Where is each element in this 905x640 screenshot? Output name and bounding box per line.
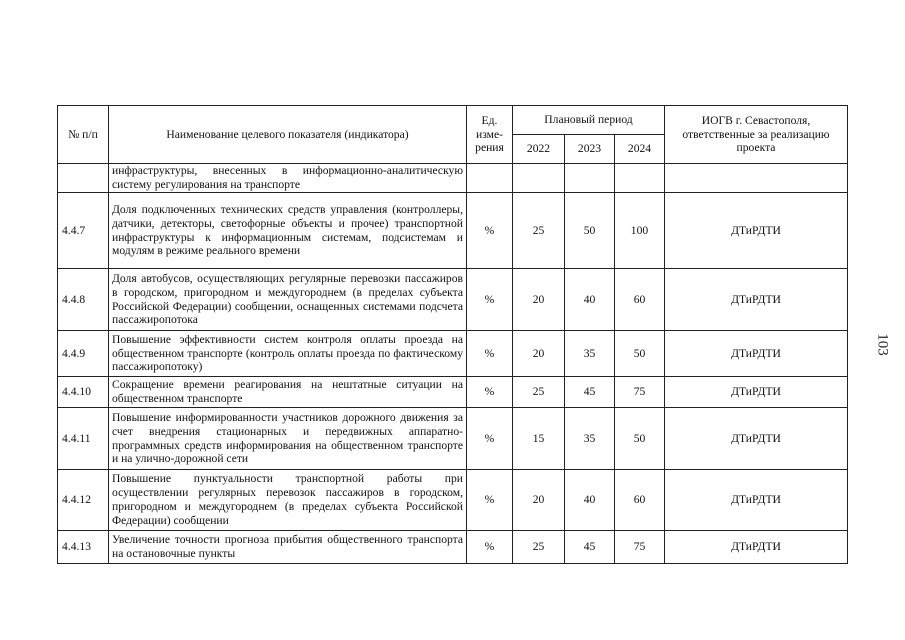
table-row [58, 531, 848, 564]
cell-2022: 20 [513, 470, 565, 531]
cell-unit: % [467, 377, 513, 408]
cell-responsible: ДТиРДТИ [665, 331, 848, 377]
cell-responsible: ДТиРДТИ [665, 408, 848, 470]
cell-2024: 50 [615, 331, 665, 377]
cell-num: 4.4.11 [58, 408, 109, 470]
header-num: № п/п [58, 106, 109, 164]
cell-2024: 100 [615, 193, 665, 269]
cell-2023: 50 [565, 193, 615, 269]
header-unit: Ед. изме-рения [467, 106, 513, 164]
page-number: 103 [874, 333, 891, 356]
header-year-2022: 2022 [513, 135, 565, 164]
table-row [58, 377, 848, 408]
cell-unit: % [467, 269, 513, 331]
header-responsible: ИОГВ г. Севастополя, ответственные за реализацию проекта [665, 106, 848, 164]
cell-name: Доля автобусов, осуществляющих регулярные перевозки пассажиров в городском, пригородном и междугороднем (в пределах субъекта Российской Федерации) сообщении, оснащенных системами подсчета пассажиропотока [109, 269, 467, 331]
cell-num: 4.4.13 [58, 531, 109, 564]
header-year-2024: 2024 [615, 135, 665, 164]
cell-responsible: ДТиРДТИ [665, 470, 848, 531]
cell-num: 4.4.9 [58, 331, 109, 377]
cell-2022: 25 [513, 377, 565, 408]
cell-responsible: ДТиРДТИ [665, 269, 848, 331]
header-period: Плановый период [513, 106, 665, 135]
cell-responsible: ДТиРДТИ [665, 193, 848, 269]
cell-unit: % [467, 470, 513, 531]
table-row [58, 470, 848, 531]
cell-2022: 20 [513, 331, 565, 377]
cell-unit: % [467, 531, 513, 564]
cell-num: 4.4.10 [58, 377, 109, 408]
cell-num [58, 164, 109, 193]
cell-2022: 20 [513, 269, 565, 331]
cell-2024: 60 [615, 470, 665, 531]
table-row [58, 193, 848, 269]
cell-2024: 75 [615, 531, 665, 564]
table-row-continuation [58, 164, 848, 193]
cell-name: Повышение информированности участников дорожного движения за счет внедрения стационарных и передвижных аппаратно-программных средств информирования на общественном транспорте и на улично-дорожной сети [109, 408, 467, 470]
cell-2024: 60 [615, 269, 665, 331]
cell-2024: 75 [615, 377, 665, 408]
cell-2023: 45 [565, 531, 615, 564]
cell-2023: 40 [565, 269, 615, 331]
header-name: Наименование целевого показателя (индикатора) [109, 106, 467, 164]
cell-num: 4.4.7 [58, 193, 109, 269]
cell-unit: % [467, 408, 513, 470]
cell-num: 4.4.8 [58, 269, 109, 331]
cell-num: 4.4.12 [58, 470, 109, 531]
cell-name: Сокращение времени реагирования на нештатные ситуации на общественном транспорте [109, 377, 467, 408]
header-year-2023: 2023 [565, 135, 615, 164]
table-row [58, 408, 848, 470]
cell-name: Увеличение точности прогноза прибытия общественного транспорта на остановочные пункты [109, 531, 467, 564]
cell-unit: % [467, 193, 513, 269]
cell-2023: 40 [565, 470, 615, 531]
cell-responsible: ДТиРДТИ [665, 531, 848, 564]
cell-unit: % [467, 331, 513, 377]
cell-name: Повышение эффективности систем контроля оплаты проезда на общественном транспорте (контроль оплаты проезда по фактическому пассажиропотоку) [109, 331, 467, 377]
cell-2023: 45 [565, 377, 615, 408]
cell-2022: 25 [513, 531, 565, 564]
cell-2024: 50 [615, 408, 665, 470]
cell-2022: 25 [513, 193, 565, 269]
table-row [58, 331, 848, 377]
cell-name: инфраструктуры, внесенных в информационно-аналитическую систему регулирования на транспорте [109, 164, 467, 193]
cell-name: Повышение пунктуальности транспортной работы при осуществлении регулярных перевозок пассажиров в городском, пригородном и междугороднем (в пределах субъекта Российской Федерации) сообщении [109, 470, 467, 531]
cell-2023: 35 [565, 331, 615, 377]
cell-responsible: ДТиРДТИ [665, 377, 848, 408]
cell-2022: 15 [513, 408, 565, 470]
indicators-table [57, 105, 848, 564]
table-row [58, 269, 848, 331]
cell-2023: 35 [565, 408, 615, 470]
cell-name: Доля подключенных технических средств управления (контроллеры, датчики, детекторы, светофорные объекты и прочее) транспортной инфраструктуры к информационным системам, подсистемам и модулям в режиме реального времени [109, 193, 467, 269]
